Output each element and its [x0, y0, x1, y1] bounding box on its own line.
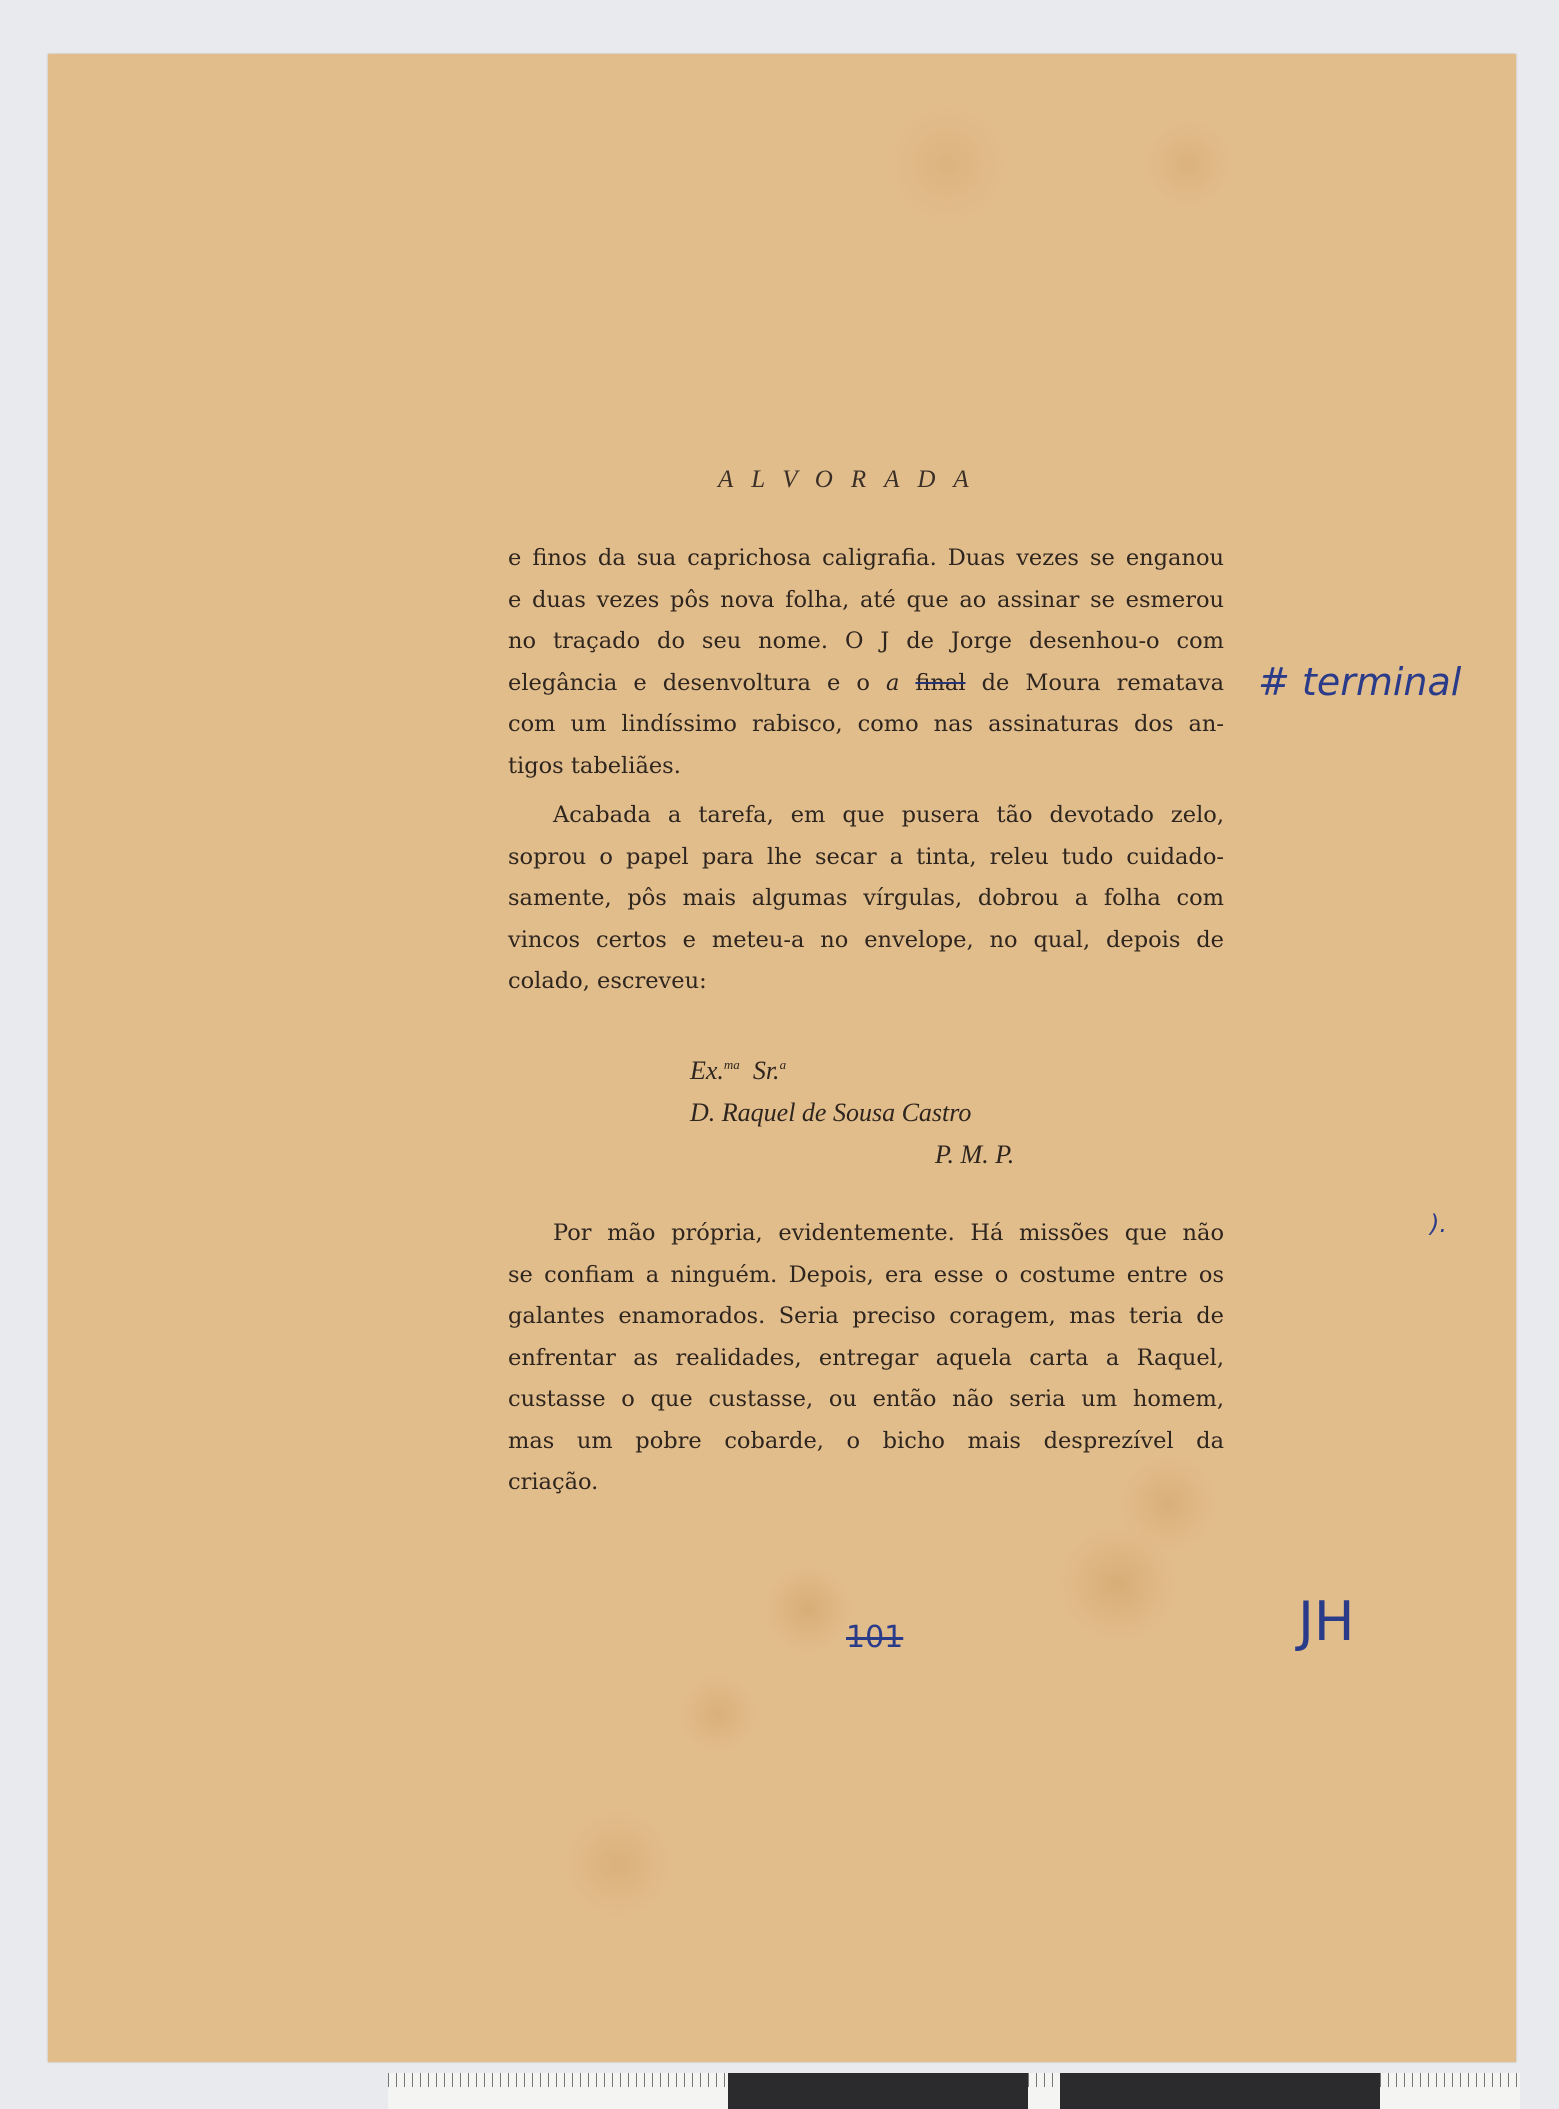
text-line: no traçado do seu nome. O J de Jorge desenhou-o com — [508, 628, 1224, 654]
paragraph-3 — [508, 1213, 1224, 1504]
text-line: Por mão própria, evidentemente. Há missões que não — [553, 1220, 1224, 1246]
text-line: vincos certos e meteu-a no envelope, no qual, depois de — [508, 926, 1224, 953]
paragraph-2 — [508, 795, 1224, 1003]
struck-word: final — [915, 669, 966, 696]
text-line: Acabada a tarefa, em que pusera tão devotado zelo, — [553, 802, 1224, 828]
address-line-1: Ex.$^{ma}$ Sr.$^a$ — [690, 1056, 787, 1085]
text-line: samente, pôs mais algumas vírgulas, dobrou a folha com — [508, 885, 1224, 911]
text-line: e finos da sua caprichosa caligrafia. Duas vezes se enganou — [508, 545, 1224, 571]
text-line: colado, escreveu: — [508, 968, 707, 994]
text-line: com um lindíssimo rabisco, como nas assinaturas dos an- — [508, 711, 1224, 737]
text-line: tigos tabeliães. — [508, 752, 681, 779]
address-line-2: D. Raquel de Sousa Castro — [690, 1098, 972, 1127]
ruler-black-block — [1060, 2073, 1380, 2109]
italic-letter: a — [885, 669, 900, 696]
text-line: e duas vezes pôs nova folha, até que ao assinar se esmerou — [508, 586, 1224, 613]
text-line: criação. — [508, 1469, 599, 1495]
text-line: custasse o que custasse, ou então não seria um homem, — [508, 1386, 1224, 1412]
margin-note: # terminal — [1258, 660, 1462, 704]
text-line: mas um pobre cobarde, o bicho mais desprezível da — [508, 1427, 1224, 1454]
margin-mark: ). — [1430, 1210, 1447, 1238]
text-fragment: de Moura rematava — [981, 669, 1225, 696]
text-line: galantes enamorados. Seria preciso coragem, mas teria de — [508, 1303, 1224, 1329]
text-line: enfrentar as realidades, entregar aquela carta a Raquel, — [508, 1344, 1224, 1371]
text-fragment: elegância e desenvoltura e o — [508, 669, 870, 696]
running-title: ALVORADA — [718, 466, 987, 493]
paragraph-1 — [508, 538, 1224, 787]
handwritten-initials: JH — [1298, 1590, 1355, 1653]
text-line-with-correction — [508, 663, 1224, 705]
ruler-black-block — [728, 2073, 1028, 2109]
text-line: soprou o papel para lhe secar a tinta, releu tudo cuidado- — [508, 843, 1224, 870]
page-number: 101 — [846, 1620, 904, 1655]
address-line-3: P. M. P. — [935, 1140, 1015, 1169]
text-line: se confiam a ninguém. Depois, era esse o costume entre os — [508, 1261, 1224, 1288]
scale-ruler — [388, 2073, 1520, 2109]
envelope-address — [690, 1044, 1014, 1176]
